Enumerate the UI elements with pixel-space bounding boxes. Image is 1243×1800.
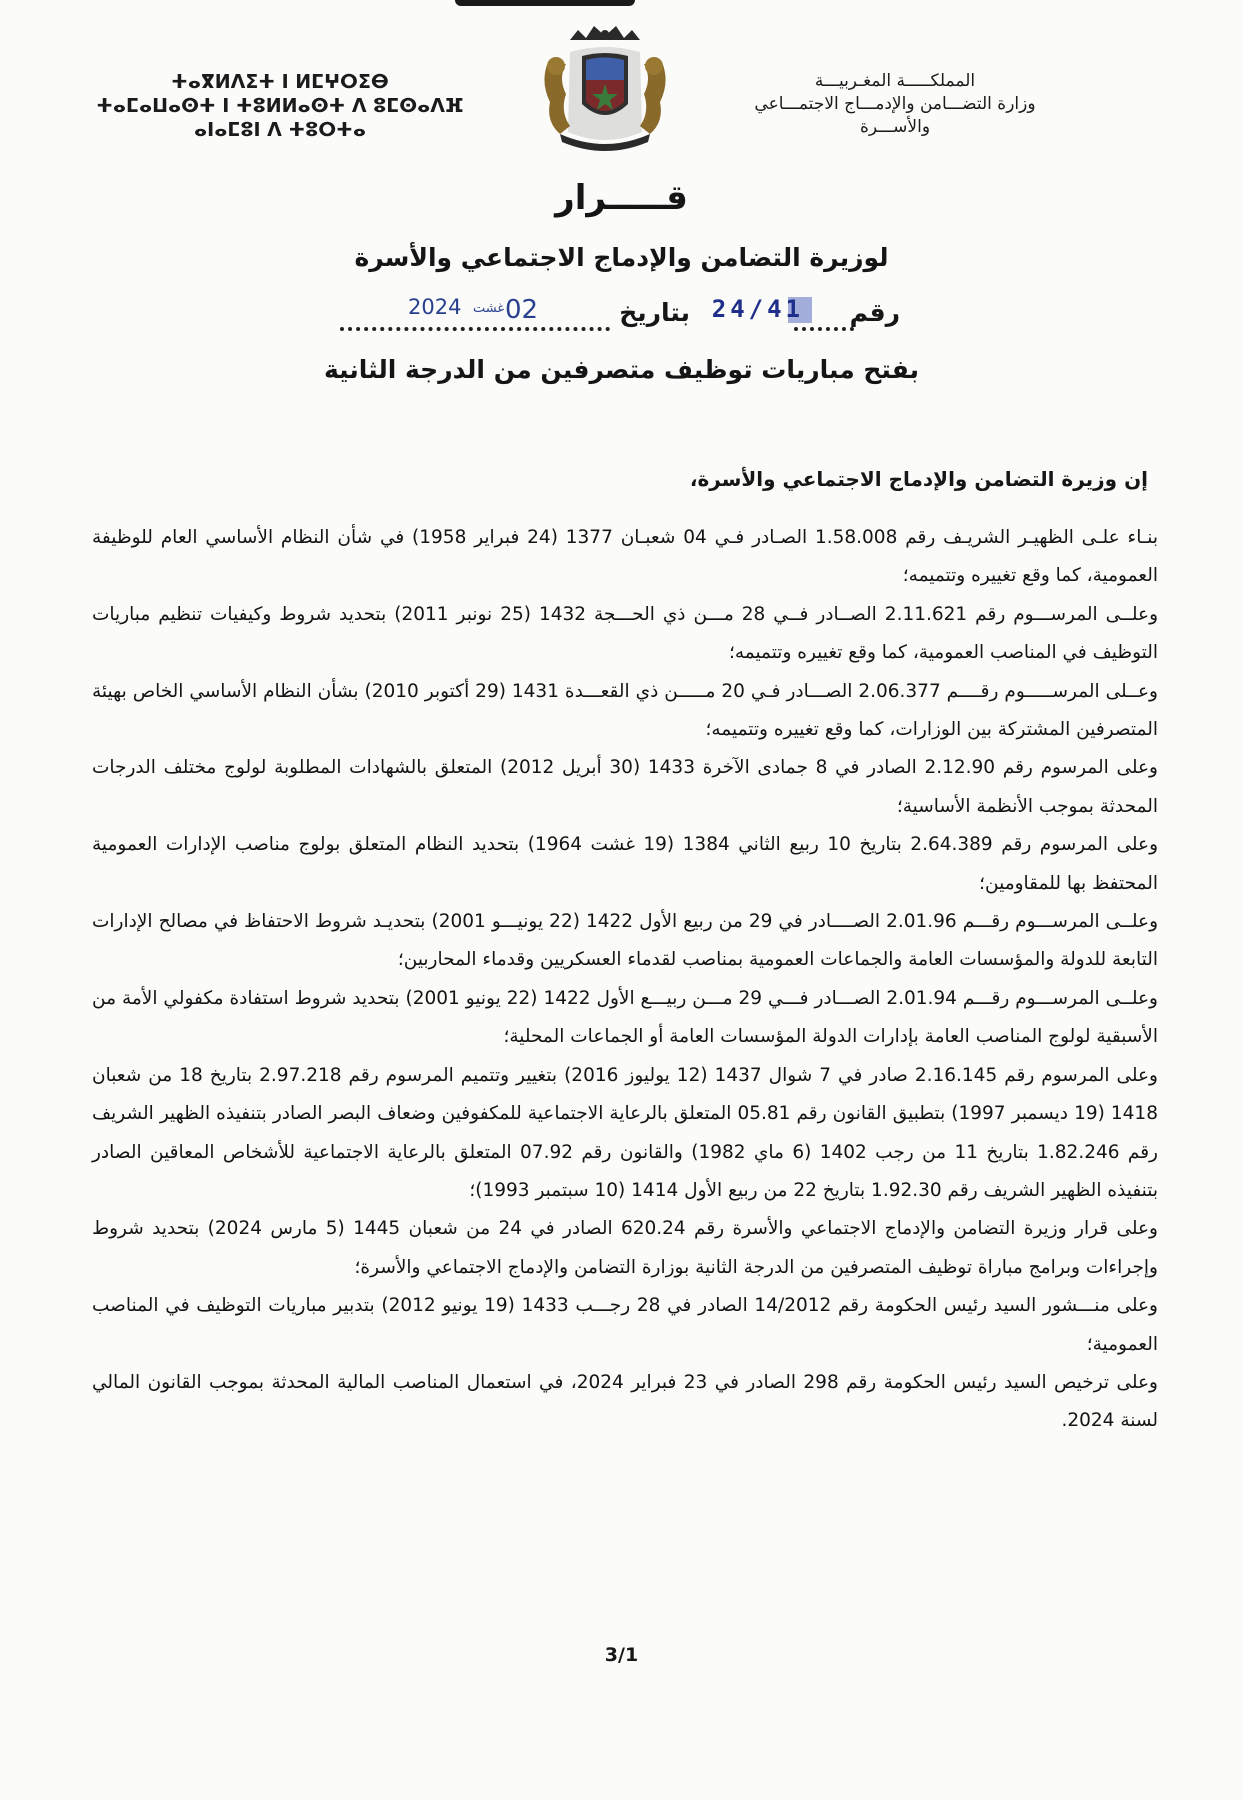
kingdom-name: المملكـــــة المغـربيـــة	[814, 71, 976, 91]
preamble-body	[92, 519, 1158, 1441]
paragraph: وعلــى المرســـوم رقـــم 2.01.94 الصـــادر فـــي 29 مـــن ربيـــع الأول 1422 (22 يونيو 2001) بتحديد شروط استفادة مكفولي الأمة من الأسبقية لولوج المناصب العامة بإدارات الدولة المؤسسات العامة أو الجماعات المحلية؛	[92, 987, 1158, 1048]
tifinagh-line-3: ⴰⵏⴰⵎⵓⵏ ⴷ ⵜⵓⵔⵜⴰ	[194, 119, 366, 141]
number-dots	[794, 307, 854, 331]
header-arabic	[680, 70, 1110, 139]
number-stamp: 24/41	[711, 295, 804, 323]
date-year: 2024	[408, 295, 462, 319]
paragraph: وعلى منـــشور السيد رئيس الحكومة رقم 14/2012 الصادر في 28 رجـــب 1433 (19 يونيو 2012) بتدبير مباريات التوظيف في المناصب العمومية؛	[92, 1295, 1158, 1355]
preamble-intro: إن وزيرة التضامن والإدماج الاجتماعي والأسرة،	[689, 467, 1148, 491]
paragraph: وعلــى المرســـوم رقـــم 2.01.96 الصــــادر في 29 من ربيع الأول 1422 (22 يونيـــو 2001) بتحديـد شروط الاحتفاظ في مصالح الإدارات التابعة للدولة والمؤسسات العامة والجماعات العمومية بمناصب لقدماء العسكريين وقدماء المحاربين؛	[92, 911, 1159, 971]
reference-line	[340, 293, 900, 335]
ministry-name: وزارة التضـــامن والإدمـــاج الاجتمـــاعي	[754, 94, 1036, 114]
scan-edge-mark	[455, 0, 635, 6]
paragraph: وعلى المرسوم رقم 2.64.389 بتاريخ 10 ربيع الثاني 1384 (19 غشت 1964) بتحديد النظام المتعلق بولوج مناصب الإدارات العمومية المحتفظ بها للمقاومين؛	[92, 834, 1158, 894]
minister-title: لوزيرة التضامن والإدماج الاجتماعي والأسرة	[354, 243, 889, 272]
paragraph: وعلى المرسوم رقم 2.16.145 صادر في 7 شوال 1437 (12 يوليوز 2016) بتغيير وتتميم المرسوم رقم 2.97.218 بتاريخ 18 من شعبان 1418 (19 ديسمبر 1997) بتطبيق القانون رقم 05.81 المتعلق بالرعاية الاجتماعية للمكفوفين وضعاف البصر الصادر بتنفيذه الظهير الشريف رقم 1.82.246 بتاريخ 11 من رجب 1402 (6 ماي 1982) والقانون رقم 07.92 المتعلق بالرعاية الاجتماعية للأشخاص المعاقين الصادر بتنفيذه الظهير الشريف رقم 1.92.30 بتاريخ 22 من ربيع الأول 1414 (10 سبتمبر 1993)؛	[92, 1064, 1158, 1201]
paragraph: وعلى قرار وزيرة التضامن والإدماج الاجتماعي والأسرة رقم 620.24 الصادر في 24 من شعبان 1445 (5 مارس 2024) بتحديد شروط وإجراءات وبرامج مباراة توظيف المتصرفين من الدرجة الثانية بوزارة التضامن والإدماج الاجتماعي والأسرة؛	[92, 1218, 1158, 1278]
page-number: 3/1	[604, 1644, 639, 1666]
decision-title: قـــــرار	[555, 178, 688, 218]
coat-of-arms-icon	[530, 22, 680, 152]
paragraph: وعلــى المرســـوم رقم 2.11.621 الصــادر فــي 28 مـــن ذي الحـــجة 1432 (25 نونبر 2011) بتحديد شروط وكيفيات تنظيم مباريات التوظيف في المناصب العمومية، كما وقع تغييره وتتميمه؛	[92, 603, 1159, 664]
header-tifinagh	[80, 70, 480, 142]
number-label: رقم	[849, 298, 900, 327]
paragraph: وعلى المرسوم رقم 2.12.90 الصادر في 8 جمادى الآخرة 1433 (30 أبريل 2012) المتعلق بالشهادات المطلوبة لولوج مختلف الدرجات المحدثة بموجب الأنظمة الأساسية؛	[92, 757, 1158, 817]
decision-subject: بفتح مباريات توظيف متصرفين من الدرجة الثانية	[324, 355, 919, 384]
ministry-name-cont: والأســـرة	[859, 117, 931, 137]
paragraph: وعــلى المرســـــوم رقــــم 2.06.377 الصـــادر فـي 20 مـــــن ذي القعـــدة 1431 (29 أكتوبر 2010) بشأن النظام الأساسي الخاص بهيئة المتصرفين المشتركة بين الوزارات، كما وقع تغييره وتتميمه؛	[92, 680, 1158, 741]
date-month: غشت	[473, 301, 505, 316]
tifinagh-line-1: ⵜⴰⴳⵍⴷⵉⵜ ⵏ ⵍⵎⵖⵔⵉⴱ	[171, 71, 389, 93]
tifinagh-line-2: ⵜⴰⵎⴰⵡⴰⵙⵜ ⵏ ⵜⵓⵍⵍⴰⵙⵜ ⴷ ⵓⵎⵙⴰⴷⴼ	[96, 95, 464, 117]
date-label: بتاريخ	[619, 298, 690, 327]
date-day: 02	[505, 295, 539, 325]
paragraph: بنـاء علـى الظهيـر الشريـف رقم 1.58.008 الصـادر فـي 04 شعبـان 1377 (24 فبراير 1958) في شأن النظام الأساسي العام للوظيفة العمومية، كما وقع تغييره وتتميمه؛	[92, 527, 1158, 587]
paragraph: وعلى ترخيص السيد رئيس الحكومة رقم 298 الصادر في 23 فبراير 2024، في استعمال المناصب المالية المحدثة بموجب القانون المالي لسنة 2024.	[92, 1371, 1158, 1432]
